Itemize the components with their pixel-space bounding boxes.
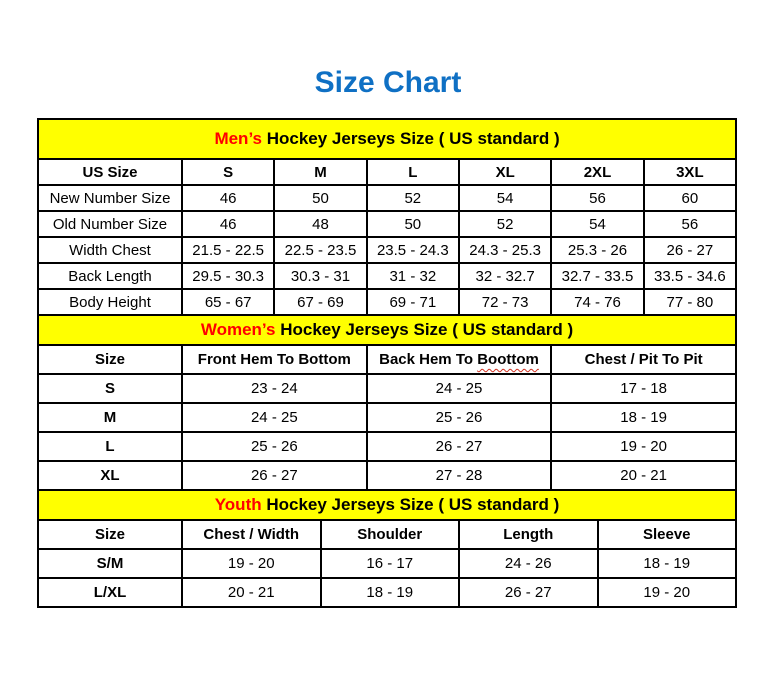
mens-cell-value: 26 - 27 <box>644 237 736 263</box>
mens-cell-value: 72 - 73 <box>459 289 551 315</box>
table-row <box>38 211 736 237</box>
mens-cell-value: 52 <box>367 185 459 211</box>
youth-col-header: Length <box>459 520 598 549</box>
womens-row-label: S <box>38 374 182 403</box>
womens-cell-value: 25 - 26 <box>367 403 552 432</box>
mens-cell-value: 32 - 32.7 <box>459 263 551 289</box>
mens-cell-value: 52 <box>459 211 551 237</box>
youth-header-row <box>38 520 736 549</box>
mens-row-label: New Number Size <box>38 185 182 211</box>
table-row <box>38 374 736 403</box>
misspelled-word: Boottom <box>477 351 539 368</box>
mens-cell-value: 24.3 - 25.3 <box>459 237 551 263</box>
mens-cell-value: 31 - 32 <box>367 263 459 289</box>
table-row <box>38 185 736 211</box>
table-row <box>38 549 736 578</box>
mens-title-highlight: Men’s <box>214 129 262 148</box>
table-row <box>38 403 736 432</box>
womens-cell-value: 26 - 27 <box>367 432 552 461</box>
table-row <box>38 432 736 461</box>
youth-band-row <box>38 490 736 520</box>
mens-cell-value: 65 - 67 <box>182 289 274 315</box>
mens-cell-value: 77 - 80 <box>644 289 736 315</box>
mens-cell-value: 30.3 - 31 <box>274 263 366 289</box>
table-row <box>38 289 736 315</box>
mens-cell-value: 54 <box>551 211 643 237</box>
youth-cell-value: 24 - 26 <box>459 549 598 578</box>
youth-col-header: Chest / Width <box>182 520 321 549</box>
youth-cell-value: 18 - 19 <box>598 549 737 578</box>
mens-header-row <box>38 159 736 185</box>
womens-cell-value: 24 - 25 <box>367 374 552 403</box>
youth-col-header: Size <box>38 520 182 549</box>
mens-cell-value: 33.5 - 34.6 <box>644 263 736 289</box>
youth-col-header: Shoulder <box>321 520 460 549</box>
table-row <box>38 578 736 607</box>
womens-title-highlight: Women’s <box>200 320 276 339</box>
womens-cell-value: 24 - 25 <box>182 403 367 432</box>
youth-cell-value: 26 - 27 <box>459 578 598 607</box>
mens-col-header: 3XL <box>644 159 736 185</box>
youth-section-title: Youth Hockey Jerseys Size ( US standard ) <box>38 490 736 520</box>
youth-col-header: Sleeve <box>598 520 737 549</box>
mens-cell-value: 29.5 - 30.3 <box>182 263 274 289</box>
mens-cell-value: 54 <box>459 185 551 211</box>
womens-cell-value: 20 - 21 <box>551 461 736 490</box>
mens-cell-value: 21.5 - 22.5 <box>182 237 274 263</box>
mens-cell-value: 48 <box>274 211 366 237</box>
womens-cell-value: 27 - 28 <box>367 461 552 490</box>
mens-col-header: US Size <box>38 159 182 185</box>
mens-col-header: 2XL <box>551 159 643 185</box>
mens-cell-value: 50 <box>274 185 366 211</box>
mens-cell-value: 69 - 71 <box>367 289 459 315</box>
table-row <box>38 263 736 289</box>
youth-cell-value: 19 - 20 <box>182 549 321 578</box>
womens-header-row <box>38 345 736 374</box>
mens-cell-value: 67 - 69 <box>274 289 366 315</box>
womens-cell-value: 17 - 18 <box>551 374 736 403</box>
mens-row-label: Body Height <box>38 289 182 315</box>
womens-col-header: Chest / Pit To Pit <box>551 345 736 374</box>
womens-band-row <box>38 315 736 345</box>
table-row <box>38 461 736 490</box>
mens-row-label: Width Chest <box>38 237 182 263</box>
mens-cell-value: 46 <box>182 185 274 211</box>
youth-row-label: S/M <box>38 549 182 578</box>
womens-section-title: Women’s Hockey Jerseys Size ( US standard ) <box>38 315 736 345</box>
womens-cell-value: 25 - 26 <box>182 432 367 461</box>
mens-col-header: XL <box>459 159 551 185</box>
mens-row-label: Back Length <box>38 263 182 289</box>
youth-row-label: L/XL <box>38 578 182 607</box>
mens-cell-value: 74 - 76 <box>551 289 643 315</box>
womens-col-header: Back Hem To Boottom <box>367 345 552 374</box>
womens-col-header: Front Hem To Bottom <box>182 345 367 374</box>
mens-cell-value: 60 <box>644 185 736 211</box>
youth-cell-value: 18 - 19 <box>321 578 460 607</box>
youth-title-highlight: Youth <box>214 495 262 514</box>
womens-cell-value: 26 - 27 <box>182 461 367 490</box>
womens-row-label: XL <box>38 461 182 490</box>
youth-cell-value: 20 - 21 <box>182 578 321 607</box>
mens-cell-value: 56 <box>644 211 736 237</box>
mens-size-table <box>37 118 737 316</box>
womens-cell-value: 23 - 24 <box>182 374 367 403</box>
womens-row-label: L <box>38 432 182 461</box>
table-row <box>38 237 736 263</box>
mens-col-header: S <box>182 159 274 185</box>
womens-size-table <box>37 314 737 491</box>
size-chart-tables <box>37 118 737 608</box>
womens-col-header: Size <box>38 345 182 374</box>
mens-cell-value: 46 <box>182 211 274 237</box>
youth-cell-value: 19 - 20 <box>598 578 737 607</box>
youth-cell-value: 16 - 17 <box>321 549 460 578</box>
mens-cell-value: 23.5 - 24.3 <box>367 237 459 263</box>
mens-cell-value: 22.5 - 23.5 <box>274 237 366 263</box>
womens-row-label: M <box>38 403 182 432</box>
womens-cell-value: 18 - 19 <box>551 403 736 432</box>
mens-row-label: Old Number Size <box>38 211 182 237</box>
mens-section-title: Men’s Hockey Jerseys Size ( US standard ) <box>38 119 736 159</box>
mens-cell-value: 32.7 - 33.5 <box>551 263 643 289</box>
mens-col-header: L <box>367 159 459 185</box>
mens-band-row <box>38 119 736 159</box>
youth-size-table <box>37 489 737 608</box>
mens-col-header: M <box>274 159 366 185</box>
mens-cell-value: 56 <box>551 185 643 211</box>
mens-cell-value: 25.3 - 26 <box>551 237 643 263</box>
page-title: Size Chart <box>314 66 462 99</box>
womens-cell-value: 19 - 20 <box>551 432 736 461</box>
mens-cell-value: 50 <box>367 211 459 237</box>
